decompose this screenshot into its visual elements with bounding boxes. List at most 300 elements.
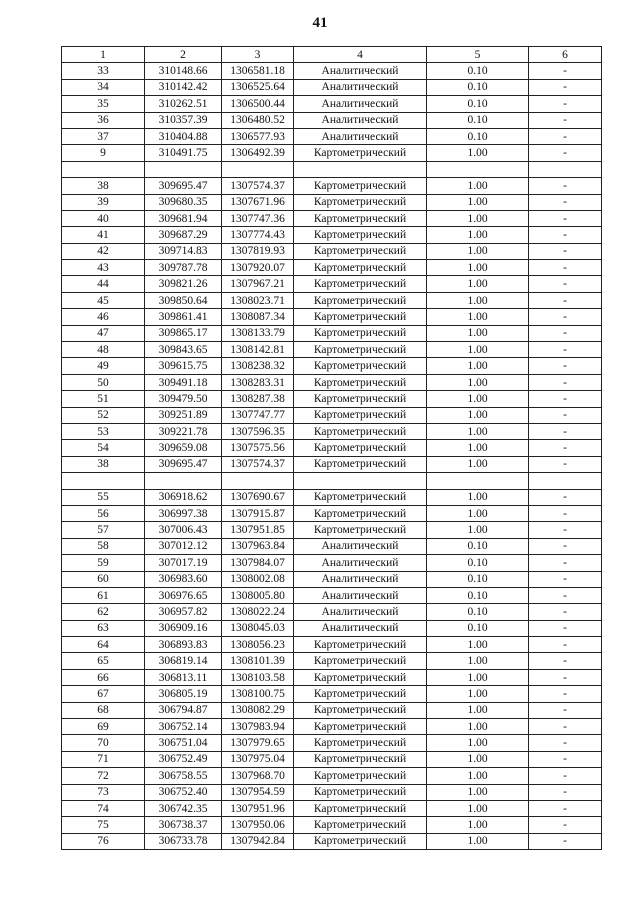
table-cell: 1.00 — [427, 309, 529, 325]
table-cell: 307012.12 — [145, 538, 222, 554]
table-row — [62, 112, 602, 128]
table-cell: 1.00 — [427, 292, 529, 308]
table-cell: Картометрический — [294, 768, 427, 784]
table-header-row — [62, 47, 602, 63]
table-cell: 1.00 — [427, 768, 529, 784]
table-row — [62, 587, 602, 603]
table-cell: 309251.89 — [145, 407, 222, 423]
table-cell: Картометрический — [294, 374, 427, 390]
table-cell: 1.00 — [427, 178, 529, 194]
table-cell: 0.10 — [427, 587, 529, 603]
table-cell: 62 — [62, 604, 145, 620]
table-cell: - — [529, 505, 602, 521]
table-cell: 1307975.04 — [222, 751, 294, 767]
table-cell: 1.00 — [427, 784, 529, 800]
table-cell — [62, 473, 145, 489]
table-cell — [62, 161, 145, 177]
table-cell: 38 — [62, 456, 145, 472]
table-cell: 35 — [62, 96, 145, 112]
table-cell: 0.10 — [427, 96, 529, 112]
column-header: 5 — [427, 47, 529, 63]
table-row — [62, 243, 602, 259]
table-cell: 1306492.39 — [222, 145, 294, 161]
table-cell: - — [529, 407, 602, 423]
table-cell: 309221.78 — [145, 423, 222, 439]
table-cell: 1308045.03 — [222, 620, 294, 636]
table-row — [62, 800, 602, 816]
table-cell: 56 — [62, 505, 145, 521]
coordinates-table — [61, 46, 602, 850]
table-cell: - — [529, 358, 602, 374]
table-cell: 1.00 — [427, 276, 529, 292]
table-cell: 1307967.21 — [222, 276, 294, 292]
table-cell: Аналитический — [294, 555, 427, 571]
table-row — [62, 833, 602, 849]
table-row — [62, 653, 602, 669]
table-cell — [145, 161, 222, 177]
column-header: 1 — [62, 47, 145, 63]
table-row — [62, 342, 602, 358]
table-cell: 36 — [62, 112, 145, 128]
table-row — [62, 669, 602, 685]
table-row — [62, 784, 602, 800]
table-cell: 310262.51 — [145, 96, 222, 112]
table-row — [62, 227, 602, 243]
table-cell: 1307596.35 — [222, 423, 294, 439]
table-row — [62, 620, 602, 636]
table-cell: - — [529, 145, 602, 161]
table-cell: - — [529, 817, 602, 833]
table-cell: 63 — [62, 620, 145, 636]
table-row — [62, 522, 602, 538]
table-row — [62, 686, 602, 702]
table-cell: 75 — [62, 817, 145, 833]
table-cell: Аналитический — [294, 538, 427, 554]
table-cell: - — [529, 555, 602, 571]
table-cell: - — [529, 735, 602, 751]
column-header: 6 — [529, 47, 602, 63]
table-cell: 1.00 — [427, 505, 529, 521]
table-cell: 1.00 — [427, 374, 529, 390]
table-cell: 1.00 — [427, 456, 529, 472]
table-cell: Картометрический — [294, 833, 427, 849]
table-cell: 1.00 — [427, 325, 529, 341]
table-cell: 1.00 — [427, 358, 529, 374]
table-cell: - — [529, 833, 602, 849]
table-cell: 1.00 — [427, 194, 529, 210]
table-cell: - — [529, 243, 602, 259]
table-cell: 46 — [62, 309, 145, 325]
table-row — [62, 538, 602, 554]
table-cell: 1.00 — [427, 817, 529, 833]
table-cell: Картометрический — [294, 456, 427, 472]
table-cell: - — [529, 227, 602, 243]
table-cell: Картометрический — [294, 194, 427, 210]
table-row — [62, 145, 602, 161]
table-cell: 0.10 — [427, 112, 529, 128]
table-row — [62, 292, 602, 308]
table-cell: 1306480.52 — [222, 112, 294, 128]
table-cell: Картометрический — [294, 423, 427, 439]
table-cell: 309850.64 — [145, 292, 222, 308]
table-cell: - — [529, 210, 602, 226]
table-row — [62, 817, 602, 833]
table-cell: 61 — [62, 587, 145, 603]
table-row — [62, 391, 602, 407]
table-cell — [294, 161, 427, 177]
table-separator-row — [62, 473, 602, 489]
table-cell: 1.00 — [427, 423, 529, 439]
table-cell: 1308023.71 — [222, 292, 294, 308]
table-cell: 39 — [62, 194, 145, 210]
table-cell: 306751.04 — [145, 735, 222, 751]
table-cell: 68 — [62, 702, 145, 718]
table-cell: 58 — [62, 538, 145, 554]
table-cell: - — [529, 374, 602, 390]
table-row — [62, 768, 602, 784]
table-cell: Аналитический — [294, 63, 427, 79]
table-cell: Картометрический — [294, 719, 427, 735]
table-cell: Картометрический — [294, 391, 427, 407]
table-cell: 309687.29 — [145, 227, 222, 243]
table-cell: 52 — [62, 407, 145, 423]
table-cell: 309865.17 — [145, 325, 222, 341]
table-cell: Аналитический — [294, 79, 427, 95]
table-cell: 309479.50 — [145, 391, 222, 407]
table-row — [62, 505, 602, 521]
table-cell: Аналитический — [294, 571, 427, 587]
table-row — [62, 260, 602, 276]
table-cell: 1308056.23 — [222, 637, 294, 653]
table-cell: 1.00 — [427, 686, 529, 702]
table-row — [62, 407, 602, 423]
table-cell: 306976.65 — [145, 587, 222, 603]
table-cell — [427, 161, 529, 177]
table-cell: 306805.19 — [145, 686, 222, 702]
table-row — [62, 358, 602, 374]
table-cell: 309680.35 — [145, 194, 222, 210]
table-cell: Картометрический — [294, 358, 427, 374]
table-cell: 1.00 — [427, 210, 529, 226]
table-cell: 309615.75 — [145, 358, 222, 374]
table-cell: 1307774.43 — [222, 227, 294, 243]
table-cell: - — [529, 719, 602, 735]
table-cell: Картометрический — [294, 145, 427, 161]
table-cell: Картометрический — [294, 243, 427, 259]
table-separator-row — [62, 161, 602, 177]
table-cell: - — [529, 325, 602, 341]
table-cell: 1308103.58 — [222, 669, 294, 685]
table-cell: 42 — [62, 243, 145, 259]
table-cell: 1307747.77 — [222, 407, 294, 423]
table-cell: 1.00 — [427, 833, 529, 849]
table-row — [62, 79, 602, 95]
table-cell: 71 — [62, 751, 145, 767]
table-cell: 1308005.80 — [222, 587, 294, 603]
table-cell: 1307747.36 — [222, 210, 294, 226]
table-cell: 1308082.29 — [222, 702, 294, 718]
table-cell: 57 — [62, 522, 145, 538]
table-cell: 0.10 — [427, 620, 529, 636]
table-cell: 1307968.70 — [222, 768, 294, 784]
table-cell: 0.10 — [427, 604, 529, 620]
table-cell: - — [529, 260, 602, 276]
table-cell: 1308287.38 — [222, 391, 294, 407]
table-cell: 72 — [62, 768, 145, 784]
table-cell: 306752.14 — [145, 719, 222, 735]
table-cell: Картометрический — [294, 325, 427, 341]
table-cell — [222, 473, 294, 489]
table-cell: 1.00 — [427, 260, 529, 276]
table-cell: 1.00 — [427, 522, 529, 538]
table-row — [62, 374, 602, 390]
table-cell: Аналитический — [294, 96, 427, 112]
table-cell: 59 — [62, 555, 145, 571]
column-header: 2 — [145, 47, 222, 63]
table-cell: 1.00 — [427, 702, 529, 718]
table-cell: 1307979.65 — [222, 735, 294, 751]
table-cell — [294, 473, 427, 489]
table-cell: Картометрический — [294, 407, 427, 423]
table-cell: 1308002.08 — [222, 571, 294, 587]
table-cell: - — [529, 96, 602, 112]
table-cell: Картометрический — [294, 669, 427, 685]
table-cell: Картометрический — [294, 489, 427, 505]
table-cell: 33 — [62, 63, 145, 79]
table-cell: 1308101.39 — [222, 653, 294, 669]
table-cell: Картометрический — [294, 686, 427, 702]
table-cell: 306742.35 — [145, 800, 222, 816]
table-cell: 306997.38 — [145, 505, 222, 521]
table-cell: - — [529, 653, 602, 669]
table-cell: 309695.47 — [145, 456, 222, 472]
table-cell: 1307915.87 — [222, 505, 294, 521]
table-cell: Картометрический — [294, 309, 427, 325]
table-cell: 65 — [62, 653, 145, 669]
column-header: 4 — [294, 47, 427, 63]
table-cell: Картометрический — [294, 784, 427, 800]
table-cell: - — [529, 522, 602, 538]
table-cell: 1307951.85 — [222, 522, 294, 538]
table-cell: 1306500.44 — [222, 96, 294, 112]
table-row — [62, 719, 602, 735]
table-cell: - — [529, 538, 602, 554]
table-cell: 1307574.37 — [222, 456, 294, 472]
table-cell: - — [529, 669, 602, 685]
table-cell: - — [529, 391, 602, 407]
table-cell: 55 — [62, 489, 145, 505]
table-cell: 54 — [62, 440, 145, 456]
table-cell: - — [529, 128, 602, 144]
table-cell: Аналитический — [294, 112, 427, 128]
table-cell: 306957.82 — [145, 604, 222, 620]
table-cell: 307006.43 — [145, 522, 222, 538]
table-row — [62, 178, 602, 194]
table-cell: Аналитический — [294, 128, 427, 144]
table-cell: 306752.40 — [145, 784, 222, 800]
table-cell: 1.00 — [427, 407, 529, 423]
table-cell: 49 — [62, 358, 145, 374]
table-cell: Картометрический — [294, 800, 427, 816]
table-cell: 38 — [62, 178, 145, 194]
table-cell: - — [529, 309, 602, 325]
table-cell: - — [529, 79, 602, 95]
table-cell: Картометрический — [294, 292, 427, 308]
table-cell: 64 — [62, 637, 145, 653]
table-row — [62, 63, 602, 79]
table-cell: 0.10 — [427, 555, 529, 571]
table-cell: Картометрический — [294, 751, 427, 767]
table-cell: - — [529, 587, 602, 603]
table-row — [62, 309, 602, 325]
table-cell: - — [529, 292, 602, 308]
table-cell: 1307690.67 — [222, 489, 294, 505]
table-cell: Картометрический — [294, 817, 427, 833]
table-row — [62, 571, 602, 587]
table-cell: - — [529, 456, 602, 472]
table-cell: 1307574.37 — [222, 178, 294, 194]
table-cell: 1308238.32 — [222, 358, 294, 374]
table-cell: 306733.78 — [145, 833, 222, 849]
table-cell: - — [529, 702, 602, 718]
table-cell: Картометрический — [294, 440, 427, 456]
table-cell: 50 — [62, 374, 145, 390]
table-cell: 1.00 — [427, 489, 529, 505]
table-cell: 306909.16 — [145, 620, 222, 636]
table-cell: 307017.19 — [145, 555, 222, 571]
table-cell: - — [529, 620, 602, 636]
table-cell: 1.00 — [427, 227, 529, 243]
table-row — [62, 210, 602, 226]
table-cell: Картометрический — [294, 210, 427, 226]
table-cell: Картометрический — [294, 260, 427, 276]
table-cell — [427, 473, 529, 489]
table-cell: Картометрический — [294, 702, 427, 718]
table-cell: 1307942.84 — [222, 833, 294, 849]
table-cell: 309861.41 — [145, 309, 222, 325]
table-cell: 1307963.84 — [222, 538, 294, 554]
table-cell: 1308022.24 — [222, 604, 294, 620]
table-cell: Картометрический — [294, 276, 427, 292]
table-cell: 0.10 — [427, 63, 529, 79]
table-cell: 74 — [62, 800, 145, 816]
table-cell: 1307984.07 — [222, 555, 294, 571]
table-cell: - — [529, 751, 602, 767]
table-cell: 309787.78 — [145, 260, 222, 276]
table-cell: 310148.66 — [145, 63, 222, 79]
table-cell: 306918.62 — [145, 489, 222, 505]
table-cell: 1307951.96 — [222, 800, 294, 816]
table-cell: Аналитический — [294, 587, 427, 603]
table-cell: 69 — [62, 719, 145, 735]
table-row — [62, 702, 602, 718]
table-cell: 1307920.07 — [222, 260, 294, 276]
table-cell: 1.00 — [427, 800, 529, 816]
table-row — [62, 489, 602, 505]
page-number: 41 — [312, 15, 328, 31]
table-cell: 306983.60 — [145, 571, 222, 587]
table-cell: Аналитический — [294, 620, 427, 636]
table-cell: 306893.83 — [145, 637, 222, 653]
table-row — [62, 96, 602, 112]
table-cell: - — [529, 440, 602, 456]
table-cell: 1.00 — [427, 243, 529, 259]
table-row — [62, 604, 602, 620]
table-cell: 1308087.34 — [222, 309, 294, 325]
table-cell — [529, 161, 602, 177]
table-cell: 47 — [62, 325, 145, 341]
table-cell: 37 — [62, 128, 145, 144]
table-cell: Картометрический — [294, 342, 427, 358]
table-cell: 1308133.79 — [222, 325, 294, 341]
table-cell: - — [529, 768, 602, 784]
table-cell: 309659.08 — [145, 440, 222, 456]
table-cell: 67 — [62, 686, 145, 702]
table-cell: - — [529, 342, 602, 358]
table-row — [62, 325, 602, 341]
table-cell: 306813.11 — [145, 669, 222, 685]
table-cell: - — [529, 63, 602, 79]
table-cell: 1.00 — [427, 145, 529, 161]
table-cell: 1.00 — [427, 391, 529, 407]
table-cell: 0.10 — [427, 571, 529, 587]
table-cell: Картометрический — [294, 505, 427, 521]
table-cell: 76 — [62, 833, 145, 849]
table-cell: 1.00 — [427, 735, 529, 751]
table-row — [62, 128, 602, 144]
table-row — [62, 440, 602, 456]
table-row — [62, 751, 602, 767]
table-cell: 41 — [62, 227, 145, 243]
table-cell: 1308142.81 — [222, 342, 294, 358]
table-cell: 310142.42 — [145, 79, 222, 95]
table-cell: 70 — [62, 735, 145, 751]
table-cell: 306758.55 — [145, 768, 222, 784]
table-cell: 1307950.06 — [222, 817, 294, 833]
table-cell: 309695.47 — [145, 178, 222, 194]
table-cell: 1.00 — [427, 669, 529, 685]
column-header: 3 — [222, 47, 294, 63]
table-cell: 1.00 — [427, 637, 529, 653]
table-cell: 1308100.75 — [222, 686, 294, 702]
table-cell — [529, 473, 602, 489]
table-cell: 0.10 — [427, 79, 529, 95]
table-cell: Картометрический — [294, 653, 427, 669]
table-row — [62, 423, 602, 439]
table-cell: 1.00 — [427, 751, 529, 767]
table-cell: 306752.49 — [145, 751, 222, 767]
table-cell: 1307819.93 — [222, 243, 294, 259]
table-cell: 0.10 — [427, 128, 529, 144]
table-cell: 51 — [62, 391, 145, 407]
table-cell: 1308283.31 — [222, 374, 294, 390]
table-cell: - — [529, 112, 602, 128]
table-cell — [145, 473, 222, 489]
table-cell: 1.00 — [427, 653, 529, 669]
table-cell: 310357.39 — [145, 112, 222, 128]
table-cell: 306819.14 — [145, 653, 222, 669]
table-cell: 309821.26 — [145, 276, 222, 292]
table-cell: Картометрический — [294, 637, 427, 653]
table-cell: - — [529, 784, 602, 800]
table-cell: Картометрический — [294, 522, 427, 538]
table-cell: 310491.75 — [145, 145, 222, 161]
table-row — [62, 276, 602, 292]
table-cell: 1306581.18 — [222, 63, 294, 79]
table-cell: 310404.88 — [145, 128, 222, 144]
table-cell: - — [529, 194, 602, 210]
table-cell: 1307575.56 — [222, 440, 294, 456]
